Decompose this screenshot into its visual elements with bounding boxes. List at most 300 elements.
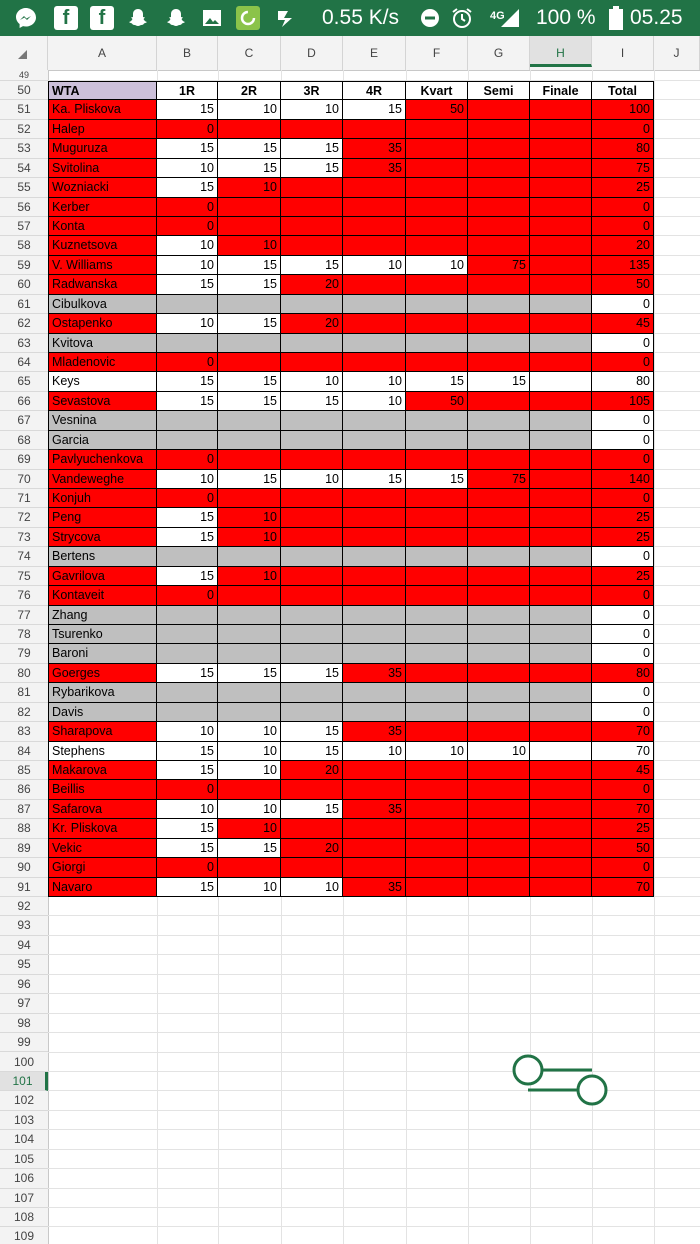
score-cell-finale[interactable] xyxy=(530,625,592,644)
score-cell-total[interactable]: 70 xyxy=(592,742,654,761)
score-cell-finale[interactable] xyxy=(530,450,592,469)
score-cell-4r[interactable] xyxy=(343,198,406,217)
score-cell-total[interactable]: 75 xyxy=(592,159,654,178)
score-cell-2r[interactable] xyxy=(218,198,281,217)
score-cell-semi[interactable] xyxy=(468,139,530,158)
score-cell-3r[interactable] xyxy=(281,411,343,430)
score-cell-3r[interactable] xyxy=(281,644,343,663)
score-cell-semi[interactable] xyxy=(468,683,530,702)
score-cell-2r[interactable] xyxy=(218,644,281,663)
score-cell-kvart[interactable] xyxy=(406,761,468,780)
row-header-54[interactable]: 54 xyxy=(0,159,48,178)
score-cell-2r[interactable]: 15 xyxy=(218,839,281,858)
score-cell-finale[interactable] xyxy=(530,470,592,489)
score-cell-2r[interactable] xyxy=(218,683,281,702)
row-header-94[interactable]: 94 xyxy=(0,936,48,955)
score-cell-3r[interactable] xyxy=(281,858,343,877)
score-cell-finale[interactable] xyxy=(530,878,592,897)
score-cell-2r[interactable]: 15 xyxy=(218,664,281,683)
row-header-68[interactable]: 68 xyxy=(0,431,48,450)
row-header-95[interactable]: 95 xyxy=(0,955,48,974)
row-header-86[interactable]: 86 xyxy=(0,780,48,799)
player-name-cell[interactable]: Stephens xyxy=(48,742,157,761)
score-cell-finale[interactable] xyxy=(530,567,592,586)
score-cell-4r[interactable] xyxy=(343,839,406,858)
score-cell-4r[interactable] xyxy=(343,120,406,139)
score-cell-total[interactable]: 25 xyxy=(592,528,654,547)
row-header-90[interactable]: 90 xyxy=(0,858,48,877)
score-cell-kvart[interactable] xyxy=(406,800,468,819)
player-name-cell[interactable]: Konjuh xyxy=(48,489,157,508)
row-header-99[interactable]: 99 xyxy=(0,1033,48,1052)
score-cell-total[interactable]: 0 xyxy=(592,353,654,372)
player-name-cell[interactable]: Vekic xyxy=(48,839,157,858)
score-cell-kvart[interactable] xyxy=(406,606,468,625)
row-header-67[interactable]: 67 xyxy=(0,411,48,430)
score-cell-kvart[interactable] xyxy=(406,178,468,197)
score-cell-total[interactable]: 25 xyxy=(592,178,654,197)
score-cell-semi[interactable] xyxy=(468,780,530,799)
score-cell-1r[interactable] xyxy=(157,644,218,663)
player-name-cell[interactable]: Wozniacki xyxy=(48,178,157,197)
score-cell-total[interactable]: 25 xyxy=(592,567,654,586)
score-cell-total[interactable]: 80 xyxy=(592,139,654,158)
player-name-cell[interactable]: Cibulkova xyxy=(48,295,157,314)
score-cell-3r[interactable] xyxy=(281,334,343,353)
score-cell-finale[interactable] xyxy=(530,120,592,139)
row-header-83[interactable]: 83 xyxy=(0,722,48,741)
score-cell-2r[interactable] xyxy=(218,217,281,236)
score-cell-2r[interactable] xyxy=(218,489,281,508)
select-all-corner[interactable] xyxy=(0,36,48,70)
score-cell-1r[interactable] xyxy=(157,431,218,450)
score-cell-total[interactable]: 0 xyxy=(592,489,654,508)
score-cell-1r[interactable]: 10 xyxy=(157,236,218,255)
score-cell-finale[interactable] xyxy=(530,178,592,197)
score-cell-total[interactable]: 0 xyxy=(592,295,654,314)
score-cell-4r[interactable] xyxy=(343,586,406,605)
score-cell-3r[interactable]: 15 xyxy=(281,159,343,178)
row-header-62[interactable]: 62 xyxy=(0,314,48,333)
player-name-cell[interactable]: Ostapenko xyxy=(48,314,157,333)
score-cell-finale[interactable] xyxy=(530,353,592,372)
score-cell-semi[interactable] xyxy=(468,450,530,469)
score-cell-finale[interactable] xyxy=(530,275,592,294)
row-header-61[interactable]: 61 xyxy=(0,295,48,314)
row-header-100[interactable]: 100 xyxy=(0,1053,48,1072)
score-cell-2r[interactable]: 10 xyxy=(218,742,281,761)
score-cell-4r[interactable]: 10 xyxy=(343,256,406,275)
player-name-cell[interactable]: Beillis xyxy=(48,780,157,799)
score-cell-semi[interactable] xyxy=(468,547,530,566)
score-cell-semi[interactable] xyxy=(468,625,530,644)
row-header-64[interactable]: 64 xyxy=(0,353,48,372)
score-cell-2r[interactable]: 10 xyxy=(218,178,281,197)
score-cell-3r[interactable] xyxy=(281,120,343,139)
score-cell-2r[interactable]: 10 xyxy=(218,508,281,527)
score-cell-finale[interactable] xyxy=(530,703,592,722)
score-cell-finale[interactable] xyxy=(530,508,592,527)
score-cell-1r[interactable]: 15 xyxy=(157,567,218,586)
score-cell-1r[interactable]: 15 xyxy=(157,664,218,683)
score-cell-finale[interactable] xyxy=(530,139,592,158)
row-header-109[interactable]: 109 xyxy=(0,1227,48,1244)
score-cell-4r[interactable] xyxy=(343,217,406,236)
player-name-cell[interactable]: Konta xyxy=(48,217,157,236)
player-name-cell[interactable]: Svitolina xyxy=(48,159,157,178)
score-cell-semi[interactable]: 75 xyxy=(468,256,530,275)
score-cell-semi[interactable] xyxy=(468,644,530,663)
score-cell-total[interactable]: 105 xyxy=(592,392,654,411)
score-cell-total[interactable]: 100 xyxy=(592,100,654,119)
score-cell-4r[interactable]: 35 xyxy=(343,800,406,819)
score-cell-finale[interactable] xyxy=(530,372,592,391)
score-cell-4r[interactable]: 15 xyxy=(343,470,406,489)
score-cell-total[interactable]: 0 xyxy=(592,644,654,663)
score-cell-kvart[interactable] xyxy=(406,644,468,663)
score-cell-total[interactable]: 0 xyxy=(592,858,654,877)
score-cell-1r[interactable]: 10 xyxy=(157,256,218,275)
score-cell-total[interactable]: 0 xyxy=(592,334,654,353)
row-header-71[interactable]: 71 xyxy=(0,489,48,508)
score-cell-semi[interactable] xyxy=(468,606,530,625)
score-cell-3r[interactable] xyxy=(281,295,343,314)
score-cell-1r[interactable]: 15 xyxy=(157,761,218,780)
score-cell-kvart[interactable] xyxy=(406,295,468,314)
row-header-49[interactable]: 49 xyxy=(0,70,48,81)
score-cell-3r[interactable] xyxy=(281,431,343,450)
row-header-52[interactable]: 52 xyxy=(0,120,48,139)
score-cell-semi[interactable] xyxy=(468,353,530,372)
score-cell-3r[interactable] xyxy=(281,547,343,566)
score-cell-2r[interactable]: 15 xyxy=(218,275,281,294)
score-cell-semi[interactable] xyxy=(468,489,530,508)
score-cell-1r[interactable]: 0 xyxy=(157,450,218,469)
score-cell-finale[interactable] xyxy=(530,314,592,333)
score-cell-3r[interactable]: 15 xyxy=(281,139,343,158)
score-cell-semi[interactable] xyxy=(468,800,530,819)
score-cell-3r[interactable] xyxy=(281,586,343,605)
score-cell-finale[interactable] xyxy=(530,528,592,547)
score-cell-2r[interactable] xyxy=(218,450,281,469)
score-cell-total[interactable]: 45 xyxy=(592,314,654,333)
score-cell-2r[interactable] xyxy=(218,411,281,430)
score-cell-1r[interactable] xyxy=(157,295,218,314)
score-cell-finale[interactable] xyxy=(530,800,592,819)
score-cell-3r[interactable] xyxy=(281,780,343,799)
score-cell-kvart[interactable] xyxy=(406,236,468,255)
score-cell-1r[interactable]: 0 xyxy=(157,780,218,799)
score-cell-total[interactable]: 0 xyxy=(592,703,654,722)
row-header-103[interactable]: 103 xyxy=(0,1111,48,1130)
row-header-69[interactable]: 69 xyxy=(0,450,48,469)
score-cell-1r[interactable]: 0 xyxy=(157,489,218,508)
header-cell-3r[interactable]: 3R xyxy=(281,81,343,100)
score-cell-4r[interactable] xyxy=(343,178,406,197)
score-cell-finale[interactable] xyxy=(530,392,592,411)
player-name-cell[interactable]: Tsurenko xyxy=(48,625,157,644)
score-cell-3r[interactable]: 20 xyxy=(281,761,343,780)
score-cell-kvart[interactable]: 15 xyxy=(406,372,468,391)
score-cell-semi[interactable] xyxy=(468,722,530,741)
score-cell-1r[interactable]: 0 xyxy=(157,217,218,236)
score-cell-total[interactable]: 0 xyxy=(592,586,654,605)
column-header-j[interactable]: J xyxy=(654,36,700,70)
score-cell-total[interactable]: 70 xyxy=(592,722,654,741)
score-cell-4r[interactable]: 35 xyxy=(343,878,406,897)
score-cell-finale[interactable] xyxy=(530,431,592,450)
score-cell-total[interactable]: 50 xyxy=(592,275,654,294)
score-cell-kvart[interactable] xyxy=(406,858,468,877)
score-cell-total[interactable]: 20 xyxy=(592,236,654,255)
score-cell-1r[interactable]: 0 xyxy=(157,353,218,372)
player-name-cell[interactable]: Kerber xyxy=(48,198,157,217)
column-header-g[interactable]: G xyxy=(468,36,530,70)
score-cell-kvart[interactable]: 10 xyxy=(406,256,468,275)
score-cell-2r[interactable]: 10 xyxy=(218,528,281,547)
score-cell-finale[interactable] xyxy=(530,198,592,217)
score-cell-1r[interactable]: 0 xyxy=(157,198,218,217)
score-cell-3r[interactable] xyxy=(281,567,343,586)
score-cell-1r[interactable]: 15 xyxy=(157,528,218,547)
score-cell-total[interactable]: 0 xyxy=(592,217,654,236)
row-header-70[interactable]: 70 xyxy=(0,470,48,489)
player-name-cell[interactable]: Sevastova xyxy=(48,392,157,411)
player-name-cell[interactable]: Sharapova xyxy=(48,722,157,741)
player-name-cell[interactable]: Radwanska xyxy=(48,275,157,294)
score-cell-2r[interactable] xyxy=(218,431,281,450)
row-header-72[interactable]: 72 xyxy=(0,508,48,527)
score-cell-4r[interactable] xyxy=(343,275,406,294)
score-cell-1r[interactable] xyxy=(157,411,218,430)
player-name-cell[interactable]: Vandeweghe xyxy=(48,470,157,489)
score-cell-1r[interactable]: 15 xyxy=(157,878,218,897)
player-name-cell[interactable]: Makarova xyxy=(48,761,157,780)
score-cell-finale[interactable] xyxy=(530,159,592,178)
score-cell-finale[interactable] xyxy=(530,683,592,702)
score-cell-total[interactable]: 0 xyxy=(592,780,654,799)
score-cell-finale[interactable] xyxy=(530,664,592,683)
score-cell-4r[interactable]: 15 xyxy=(343,100,406,119)
score-cell-3r[interactable] xyxy=(281,217,343,236)
row-header-104[interactable]: 104 xyxy=(0,1130,48,1149)
score-cell-4r[interactable] xyxy=(343,644,406,663)
row-header-60[interactable]: 60 xyxy=(0,275,48,294)
score-cell-3r[interactable]: 20 xyxy=(281,839,343,858)
score-cell-3r[interactable]: 15 xyxy=(281,256,343,275)
score-cell-1r[interactable]: 0 xyxy=(157,586,218,605)
row-header-63[interactable]: 63 xyxy=(0,334,48,353)
score-cell-3r[interactable] xyxy=(281,606,343,625)
score-cell-2r[interactable] xyxy=(218,780,281,799)
score-cell-1r[interactable] xyxy=(157,703,218,722)
score-cell-1r[interactable]: 15 xyxy=(157,100,218,119)
score-cell-4r[interactable] xyxy=(343,780,406,799)
score-cell-2r[interactable] xyxy=(218,858,281,877)
score-cell-kvart[interactable] xyxy=(406,625,468,644)
row-header-78[interactable]: 78 xyxy=(0,625,48,644)
player-name-cell[interactable]: Baroni xyxy=(48,644,157,663)
score-cell-4r[interactable] xyxy=(343,236,406,255)
score-cell-kvart[interactable] xyxy=(406,722,468,741)
score-cell-3r[interactable]: 10 xyxy=(281,878,343,897)
score-cell-2r[interactable]: 15 xyxy=(218,470,281,489)
row-header-75[interactable]: 75 xyxy=(0,567,48,586)
score-cell-3r[interactable]: 15 xyxy=(281,800,343,819)
score-cell-semi[interactable] xyxy=(468,528,530,547)
player-name-cell[interactable]: Goerges xyxy=(48,664,157,683)
score-cell-semi[interactable] xyxy=(468,334,530,353)
score-cell-3r[interactable] xyxy=(281,489,343,508)
score-cell-1r[interactable]: 15 xyxy=(157,392,218,411)
row-header-105[interactable]: 105 xyxy=(0,1150,48,1169)
score-cell-4r[interactable] xyxy=(343,450,406,469)
score-cell-kvart[interactable]: 15 xyxy=(406,470,468,489)
score-cell-2r[interactable] xyxy=(218,295,281,314)
score-cell-1r[interactable]: 0 xyxy=(157,858,218,877)
score-cell-1r[interactable]: 15 xyxy=(157,139,218,158)
score-cell-semi[interactable] xyxy=(468,178,530,197)
score-cell-4r[interactable] xyxy=(343,431,406,450)
score-cell-1r[interactable] xyxy=(157,606,218,625)
score-cell-2r[interactable]: 10 xyxy=(218,722,281,741)
row-header-55[interactable]: 55 xyxy=(0,178,48,197)
score-cell-semi[interactable] xyxy=(468,878,530,897)
row-header-98[interactable]: 98 xyxy=(0,1014,48,1033)
score-cell-4r[interactable] xyxy=(343,547,406,566)
row-header-59[interactable]: 59 xyxy=(0,256,48,275)
score-cell-finale[interactable] xyxy=(530,100,592,119)
row-header-84[interactable]: 84 xyxy=(0,742,48,761)
score-cell-kvart[interactable] xyxy=(406,586,468,605)
score-cell-semi[interactable] xyxy=(468,858,530,877)
score-cell-kvart[interactable] xyxy=(406,431,468,450)
score-cell-4r[interactable] xyxy=(343,508,406,527)
score-cell-kvart[interactable] xyxy=(406,159,468,178)
score-cell-2r[interactable]: 10 xyxy=(218,236,281,255)
score-cell-total[interactable]: 140 xyxy=(592,470,654,489)
score-cell-semi[interactable] xyxy=(468,703,530,722)
score-cell-4r[interactable]: 10 xyxy=(343,392,406,411)
column-header-h[interactable]: H xyxy=(530,36,592,67)
score-cell-total[interactable]: 0 xyxy=(592,625,654,644)
score-cell-3r[interactable]: 15 xyxy=(281,664,343,683)
header-cell-2r[interactable]: 2R xyxy=(218,81,281,100)
score-cell-4r[interactable] xyxy=(343,683,406,702)
score-cell-3r[interactable] xyxy=(281,353,343,372)
score-cell-3r[interactable]: 10 xyxy=(281,100,343,119)
score-cell-total[interactable]: 0 xyxy=(592,606,654,625)
row-header-97[interactable]: 97 xyxy=(0,994,48,1013)
score-cell-kvart[interactable] xyxy=(406,780,468,799)
score-cell-3r[interactable]: 20 xyxy=(281,314,343,333)
row-header-106[interactable]: 106 xyxy=(0,1169,48,1188)
header-cell-1r[interactable]: 1R xyxy=(157,81,218,100)
score-cell-semi[interactable] xyxy=(468,586,530,605)
player-name-cell[interactable]: V. Williams xyxy=(48,256,157,275)
score-cell-finale[interactable] xyxy=(530,761,592,780)
player-name-cell[interactable]: Vesnina xyxy=(48,411,157,430)
score-cell-total[interactable]: 45 xyxy=(592,761,654,780)
score-cell-4r[interactable] xyxy=(343,606,406,625)
score-cell-4r[interactable] xyxy=(343,314,406,333)
row-header-96[interactable]: 96 xyxy=(0,975,48,994)
score-cell-finale[interactable] xyxy=(530,236,592,255)
player-name-cell[interactable]: Rybarikova xyxy=(48,683,157,702)
player-name-cell[interactable]: Halep xyxy=(48,120,157,139)
score-cell-kvart[interactable] xyxy=(406,819,468,838)
score-cell-2r[interactable]: 15 xyxy=(218,392,281,411)
score-cell-4r[interactable]: 10 xyxy=(343,372,406,391)
score-cell-4r[interactable] xyxy=(343,761,406,780)
score-cell-4r[interactable] xyxy=(343,353,406,372)
score-cell-3r[interactable] xyxy=(281,819,343,838)
row-header-81[interactable]: 81 xyxy=(0,683,48,702)
score-cell-1r[interactable]: 10 xyxy=(157,470,218,489)
score-cell-finale[interactable] xyxy=(530,586,592,605)
score-cell-kvart[interactable] xyxy=(406,664,468,683)
score-cell-kvart[interactable]: 50 xyxy=(406,100,468,119)
score-cell-semi[interactable] xyxy=(468,198,530,217)
score-cell-finale[interactable] xyxy=(530,606,592,625)
score-cell-2r[interactable]: 10 xyxy=(218,567,281,586)
score-cell-4r[interactable]: 35 xyxy=(343,139,406,158)
column-header-c[interactable]: C xyxy=(218,36,281,70)
player-name-cell[interactable]: Ka. Pliskova xyxy=(48,100,157,119)
score-cell-4r[interactable] xyxy=(343,528,406,547)
row-header-74[interactable]: 74 xyxy=(0,547,48,566)
score-cell-semi[interactable]: 75 xyxy=(468,470,530,489)
score-cell-finale[interactable] xyxy=(530,839,592,858)
score-cell-kvart[interactable] xyxy=(406,139,468,158)
score-cell-1r[interactable]: 10 xyxy=(157,314,218,333)
score-cell-kvart[interactable] xyxy=(406,703,468,722)
score-cell-3r[interactable]: 15 xyxy=(281,742,343,761)
score-cell-2r[interactable] xyxy=(218,334,281,353)
score-cell-4r[interactable]: 35 xyxy=(343,722,406,741)
player-name-cell[interactable]: Garcia xyxy=(48,431,157,450)
row-header-56[interactable]: 56 xyxy=(0,198,48,217)
row-header-89[interactable]: 89 xyxy=(0,839,48,858)
column-header-i[interactable]: I xyxy=(592,36,654,70)
score-cell-3r[interactable] xyxy=(281,683,343,702)
score-cell-semi[interactable] xyxy=(468,100,530,119)
score-cell-1r[interactable]: 15 xyxy=(157,742,218,761)
score-cell-3r[interactable] xyxy=(281,703,343,722)
player-name-cell[interactable]: Muguruza xyxy=(48,139,157,158)
row-header-107[interactable]: 107 xyxy=(0,1189,48,1208)
score-cell-finale[interactable] xyxy=(530,217,592,236)
score-cell-kvart[interactable]: 50 xyxy=(406,392,468,411)
score-cell-3r[interactable] xyxy=(281,236,343,255)
header-cell-kvart[interactable]: Kvart xyxy=(406,81,468,100)
score-cell-kvart[interactable] xyxy=(406,878,468,897)
score-cell-2r[interactable]: 10 xyxy=(218,100,281,119)
score-cell-2r[interactable]: 15 xyxy=(218,372,281,391)
score-cell-1r[interactable]: 10 xyxy=(157,722,218,741)
row-header-102[interactable]: 102 xyxy=(0,1091,48,1110)
score-cell-finale[interactable] xyxy=(530,334,592,353)
score-cell-semi[interactable] xyxy=(468,392,530,411)
score-cell-2r[interactable]: 15 xyxy=(218,256,281,275)
header-cell-semi[interactable]: Semi xyxy=(468,81,530,100)
score-cell-total[interactable]: 80 xyxy=(592,664,654,683)
score-cell-2r[interactable]: 10 xyxy=(218,819,281,838)
score-cell-kvart[interactable] xyxy=(406,508,468,527)
score-cell-kvart[interactable] xyxy=(406,198,468,217)
score-cell-1r[interactable] xyxy=(157,683,218,702)
score-cell-1r[interactable] xyxy=(157,625,218,644)
